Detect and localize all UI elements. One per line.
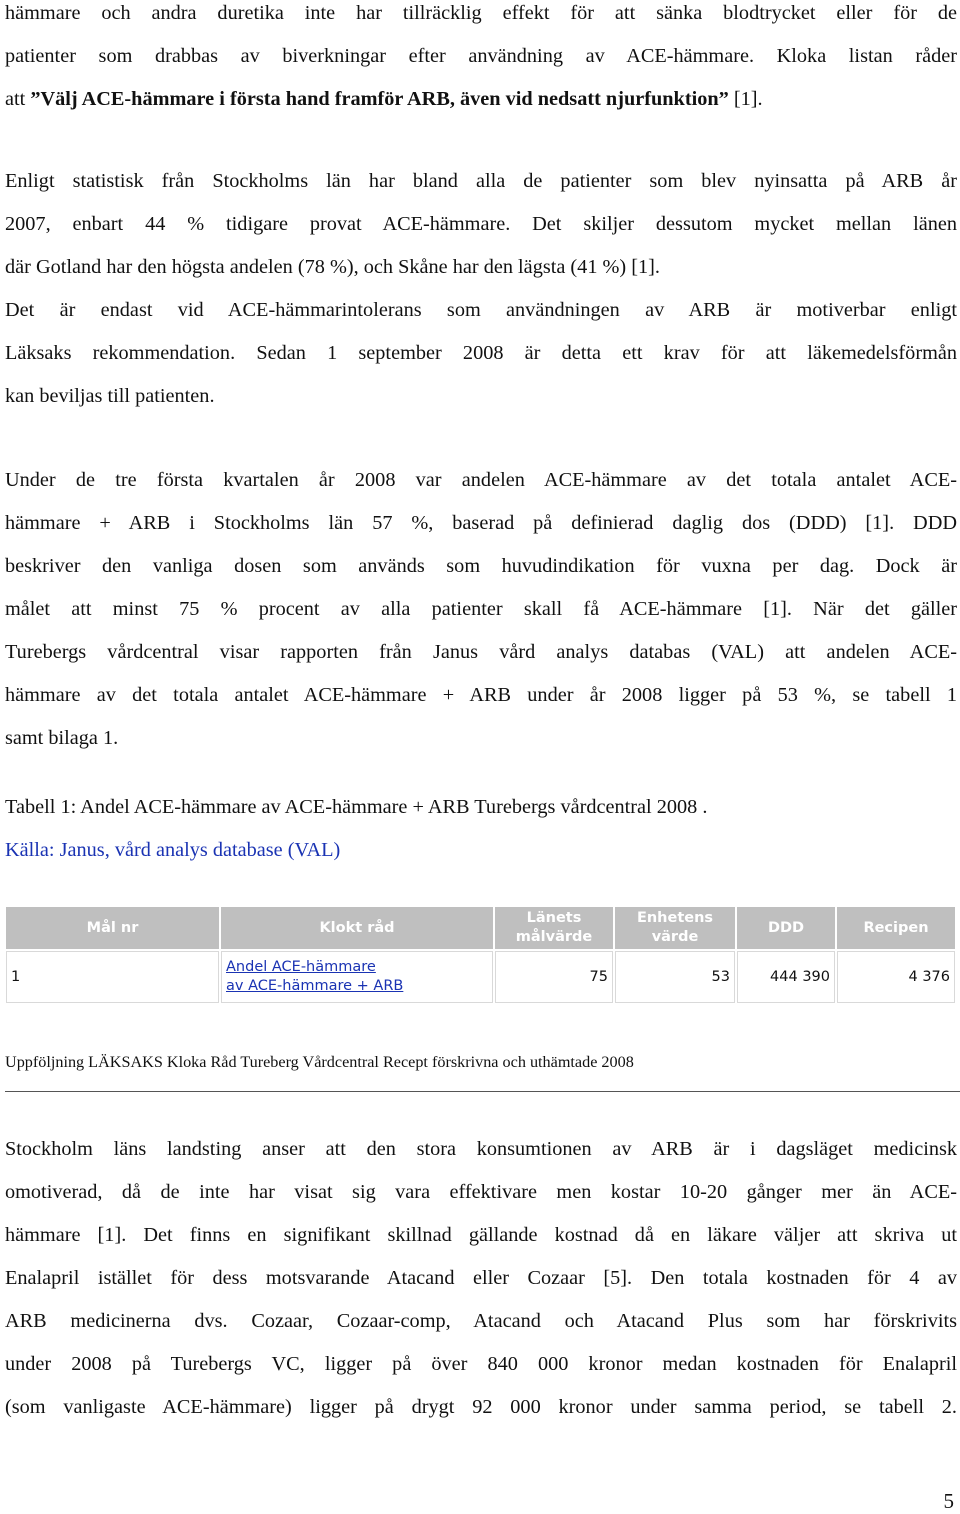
paragraph-arb-cost <box>5 1128 957 1429</box>
text-line: beskriver den vanliga dosen som används som huvudindikation för vuxna per dag. Dock är <box>5 555 957 577</box>
cell-klokt-rad <box>221 951 493 1003</box>
cell-enhetens-varde: 53 <box>615 951 735 1003</box>
text-line: patienter som drabbas av biverkningar efter användning av ACE-hämmare. Kloka listan råder <box>5 45 957 67</box>
text-line <box>5 78 957 121</box>
table-footnote: Uppföljning LÄKSAKS Kloka Råd Tureberg Vårdcentral Recept förskrivna och uthämtade 2008 <box>5 1053 634 1071</box>
text-fragment: att <box>5 88 31 110</box>
text-line: Det är endast vid ACE-hämmarintolerans som användningen av ARB är motiverbar enligt <box>5 299 957 321</box>
paragraph-statistics <box>5 160 957 418</box>
text-line: där Gotland har den högsta andelen (78 %), och Skåne har den lägsta (41 %) [1]. <box>5 256 660 278</box>
text-line: hämmare + ARB i Stockholms län 57 %, baserad på definierad daglig dos (DDD) [1]. DDD <box>5 512 957 534</box>
cell-lanets-malvarde: 75 <box>495 951 613 1003</box>
header-text: värde <box>651 929 699 945</box>
paragraph-ace-recommendation <box>5 0 957 121</box>
text-line: Läksaks rekommendation. Sedan 1 september 2008 är detta ett krav för att läkemedelsförmån <box>5 342 957 364</box>
text-line: hämmare [1]. Det finns en signifikant skillnad gällande kostnad då en läkare väljer att skriva ut <box>5 1224 957 1246</box>
text-line: Enalapril istället för dess motsvarande Atacand eller Cozaar [5]. Den totala kostnaden för 4 av <box>5 1267 957 1289</box>
table-header-row <box>6 907 955 949</box>
citation: [1]. <box>728 88 763 110</box>
table-caption: Tabell 1: Andel ACE-hämmare av ACE-hämmare + ARB Turebergs vårdcentral 2008 . <box>5 796 708 818</box>
header-text: Länets <box>526 910 582 926</box>
header-text: Enhetens <box>636 910 714 926</box>
text-line: Turebergs vårdcentral visar rapporten från Janus vård analys databas (VAL) att andelen ACE- <box>5 641 957 663</box>
text-line: 2007, enbart 44 % tidigare provat ACE-hämmare. Det skiljer dessutom mycket mellan länen <box>5 213 957 235</box>
text-line: hämmare av det totala antalet ACE-hämmare + ARB under år 2008 ligger på 53 %, se tabell 1 <box>5 684 957 706</box>
cell-recipen: 4 376 <box>837 951 955 1003</box>
bold-quote: ”Välj ACE-hämmare i första hand framför ARB, även vid nedsatt njurfunktion” <box>30 88 729 110</box>
link-text: Andel ACE-hämmare <box>226 959 376 975</box>
klokt-rad-link[interactable] <box>226 958 488 996</box>
text-line: omotiverad, då de inte har visat sig vara effektivare men kostar 10-20 gånger mer än ACE- <box>5 1181 957 1203</box>
text-line: under 2008 på Turebergs VC, ligger på över 840 000 kronor medan kostnaden för Enalapril <box>5 1353 957 1375</box>
text-line: Enligt statistisk från Stockholms län har bland alla de patienter som blev nyinsatta på ARB år <box>5 170 957 192</box>
text-line: hämmare och andra duretika inte har tillräcklig effekt för att sänka blodtrycket eller för de <box>5 2 957 24</box>
link-text: av ACE-hämmare + ARB <box>226 978 404 994</box>
header-text: målvärde <box>515 929 593 945</box>
divider <box>5 1091 960 1092</box>
text-line: ARB medicinerna dvs. Cozaar, Cozaar-comp, Atacand och Atacand Plus som har förskrivits <box>5 1310 957 1332</box>
page-number: 5 <box>943 1489 954 1513</box>
cell-ddd: 444 390 <box>737 951 835 1003</box>
header-mal-nr: Mål nr <box>6 907 219 949</box>
paragraph-quarterly-share <box>5 459 957 760</box>
header-recipen: Recipen <box>837 907 955 949</box>
header-lanets-malvarde <box>495 907 613 949</box>
text-line: Stockholm läns landsting anser att den stora konsumtionen av ARB är i dagsläget medicinsk <box>5 1138 957 1160</box>
cell-mal-nr: 1 <box>6 951 219 1003</box>
table-row <box>6 951 955 1003</box>
header-klokt-rad: Klokt råd <box>221 907 493 949</box>
table-source: Källa: Janus, vård analys database (VAL) <box>5 839 341 861</box>
text-line: kan beviljas till patienten. <box>5 385 215 407</box>
text-line: målet att minst 75 % procent av alla patienter skall få ACE-hämmare [1]. När det gäller <box>5 598 957 620</box>
header-enhetens-varde <box>615 907 735 949</box>
text-line: (som vanligaste ACE-hämmare) ligger på drygt 92 000 kronor under samma period, se tabell 2. <box>5 1396 957 1418</box>
header-ddd: DDD <box>737 907 835 949</box>
text-line: Under de tre första kvartalen år 2008 var andelen ACE-hämmare av det totala antalet ACE- <box>5 469 957 491</box>
ace-share-table <box>4 905 957 1005</box>
text-line: samt bilaga 1. <box>5 727 119 749</box>
